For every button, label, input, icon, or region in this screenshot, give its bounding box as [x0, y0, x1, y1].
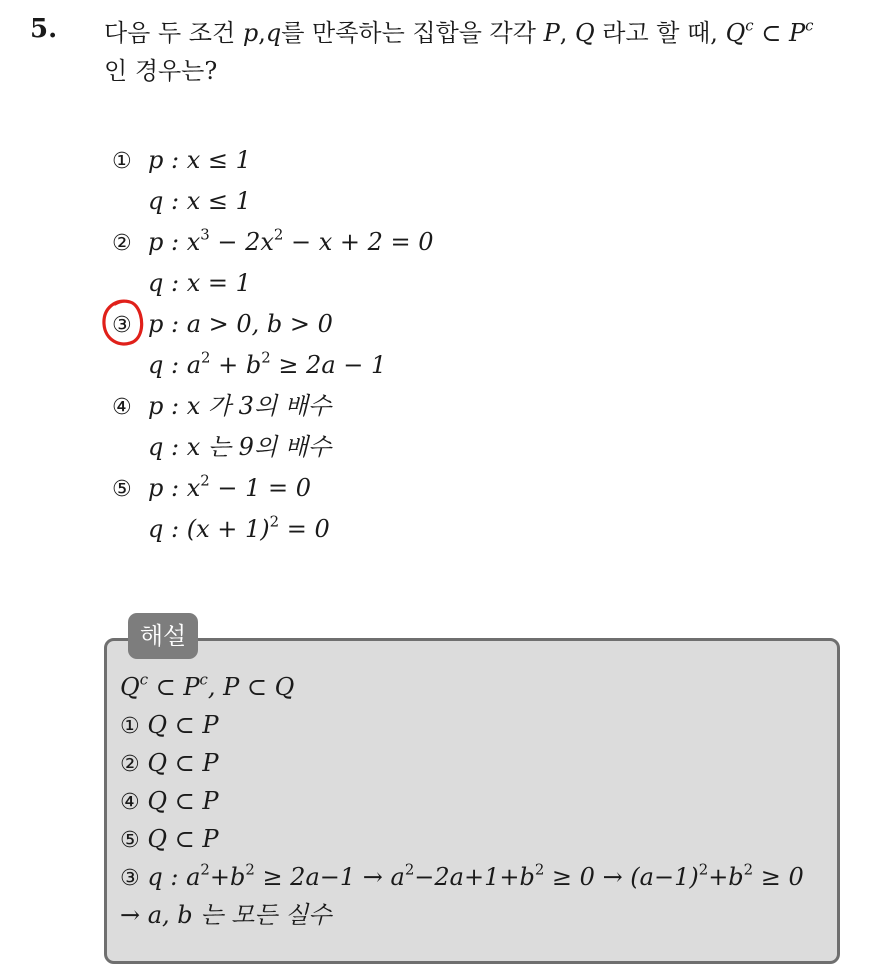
choice-2[interactable] — [112, 222, 434, 304]
expr-part: q : (x + 1) — [148, 515, 270, 543]
solution-line-choice-4 — [120, 782, 804, 820]
expr-part: +b — [209, 863, 246, 891]
stem-text: 다음 두 조건 — [104, 19, 243, 47]
question-stem — [104, 14, 874, 90]
solution-text: → a, b 는 모든 실수 — [120, 901, 332, 929]
choice-number: ① — [120, 714, 140, 739]
stem-text: 라고 할 때, — [594, 19, 726, 47]
expr-part: ≥ 0 — [753, 863, 804, 891]
condition-p: p : x 가 3의 배수 — [148, 392, 332, 420]
condition-q: q : x = 1 — [148, 269, 251, 297]
choice-number: ① — [112, 149, 132, 174]
stem-set-P-complement: P — [788, 19, 806, 47]
complement-mark: c — [805, 16, 814, 35]
condition-p — [148, 471, 311, 502]
choice-4-p — [112, 386, 434, 427]
exponent: 2 — [200, 860, 210, 879]
expr-part: − 2x — [209, 228, 274, 256]
stem-line-2: 인 경우는? — [104, 57, 218, 85]
condition-q — [148, 348, 387, 379]
expr-part: , P ⊂ Q — [207, 673, 295, 701]
expr-part: q : a — [139, 863, 201, 891]
expr-part: +b — [708, 863, 744, 891]
expr-part: Q — [120, 673, 140, 701]
expr-part: q : a — [148, 351, 202, 379]
solution-line-choice-5 — [120, 820, 804, 858]
stem-set-Q-complement: Q — [725, 19, 746, 47]
expr-part: ⊂ P — [148, 673, 200, 701]
exponent: 2 — [743, 860, 754, 879]
expr-part: −2a+1+b — [414, 863, 535, 891]
condition-q: q : x 는 9의 배수 — [148, 433, 332, 461]
choice-number: ⑤ — [112, 477, 132, 502]
choice-number: ② — [112, 231, 132, 256]
solution-text: Q ⊂ P — [139, 711, 219, 739]
choice-5-p — [112, 468, 434, 509]
expr-part: p : x — [148, 474, 201, 502]
exponent: 2 — [534, 860, 545, 879]
choice-5[interactable] — [112, 468, 434, 550]
condition-q — [148, 512, 330, 543]
condition-p: p : x ≤ 1 — [148, 146, 251, 174]
choice-2-q — [112, 263, 434, 304]
choice-4-q — [112, 427, 434, 468]
exponent: 2 — [261, 348, 271, 367]
stem-set-Q: Q — [574, 19, 595, 47]
exponent: 3 — [200, 225, 210, 244]
solution-line-choice-2 — [120, 744, 804, 782]
choice-3-p — [112, 304, 434, 345]
choice-number: ② — [120, 752, 140, 777]
expr-part: ≥ 2a−1 → a — [254, 863, 405, 891]
choice-number: ⑤ — [120, 828, 140, 853]
solution-line-choice-1 — [120, 706, 804, 744]
expr-part: p : x — [148, 228, 201, 256]
choice-number: ③ — [112, 313, 132, 338]
condition-p: p : a > 0, b > 0 — [148, 310, 333, 338]
choice-1-q — [112, 181, 434, 222]
answer-choices — [112, 140, 434, 550]
solution-tab-label: 해설 — [128, 613, 198, 659]
choice-5-q — [112, 509, 434, 550]
stem-set-P: P — [543, 19, 560, 47]
choice-1[interactable] — [112, 140, 434, 222]
expr-part: ≥ 0 → (a−1) — [544, 863, 699, 891]
exponent: 2 — [698, 860, 709, 879]
stem-line-1 — [104, 14, 874, 52]
stem-var-p: p — [242, 19, 259, 47]
stem-var-q: q — [265, 19, 282, 47]
condition-q: q : x ≤ 1 — [148, 187, 251, 215]
stem-comma: , — [258, 19, 266, 47]
choice-3[interactable] — [112, 304, 434, 386]
choice-3-q — [112, 345, 434, 386]
stem-text: 를 만족하는 집합을 각각 — [281, 19, 544, 47]
solution-text: Q ⊂ P — [139, 825, 219, 853]
choice-1-p — [112, 140, 434, 181]
choice-2-p — [112, 222, 434, 263]
stem-comma: , — [559, 19, 575, 47]
solution-line-1 — [120, 668, 804, 706]
choice-4[interactable] — [112, 386, 434, 468]
solution-text: Q ⊂ P — [139, 787, 219, 815]
solution-line-conclusion — [120, 896, 804, 934]
solution-body — [120, 668, 804, 934]
solution-line-choice-3 — [120, 858, 804, 896]
choice-number: ④ — [112, 395, 132, 420]
expr-part: ≥ 2a − 1 — [270, 351, 387, 379]
solution-text: Q ⊂ P — [139, 749, 219, 777]
question-number: 5. — [30, 14, 58, 44]
complement-mark: c — [199, 670, 208, 689]
expr-part: − 1 = 0 — [209, 474, 311, 502]
expr-part: = 0 — [279, 515, 330, 543]
complement-mark: c — [139, 670, 149, 689]
complement-mark: c — [745, 16, 754, 35]
choice-number: ③ — [120, 866, 140, 891]
exponent: 2 — [269, 512, 280, 531]
condition-p — [148, 225, 434, 256]
choice-number: ④ — [120, 790, 140, 815]
subset-symbol: ⊂ — [753, 19, 789, 47]
exponent: 2 — [200, 471, 210, 490]
expr-part: − x + 2 = 0 — [283, 228, 434, 256]
exponent: 2 — [273, 225, 284, 244]
exponent: 2 — [404, 860, 415, 879]
exponent: 2 — [245, 860, 255, 879]
expr-part: + b — [210, 351, 262, 379]
exponent: 2 — [201, 348, 211, 367]
